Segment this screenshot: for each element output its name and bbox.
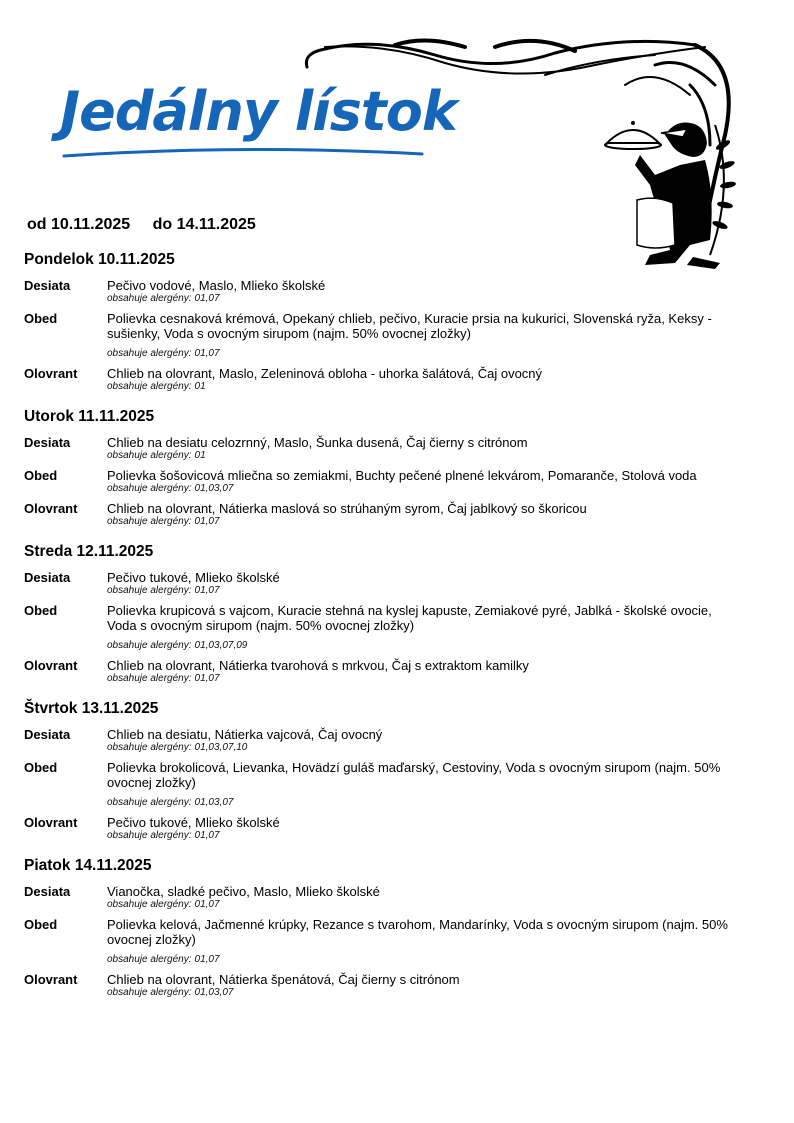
meal-items: Chlieb na olovrant, Nátierka maslová so strúhaným syrom, Čaj jablkový so škoricou [107, 501, 587, 516]
allergen-info [107, 450, 744, 462]
meal-row [24, 435, 744, 468]
meal-row [24, 658, 744, 691]
allergen-label: obsahuje alergény: [107, 516, 192, 527]
meal-label: Olovrant [24, 815, 78, 830]
allergen-label: obsahuje alergény: [107, 899, 192, 910]
allergen-info [107, 954, 744, 966]
meal-row [24, 917, 744, 972]
allergen-label: obsahuje alergény: [107, 483, 192, 494]
page-title: Jedálny lístok [60, 80, 457, 143]
allergen-codes: 01,07 [194, 899, 220, 910]
meal-row [24, 972, 744, 1005]
meal-items: Chlieb na olovrant, Maslo, Zeleninová obloha - uhorka šalátová, Čaj ovocný [107, 366, 543, 381]
meal-items: Pečivo tukové, Mlieko školské [107, 815, 280, 830]
meal-label: Olovrant [24, 972, 78, 987]
allergen-codes: 01,07 [194, 954, 220, 965]
meal-items: Polievka brokolicová, Lievanka, Hovädzí guláš maďarský, Cestoviny, Voda s ovocným sirupom (najm. 50% ovocnej zložky) [107, 760, 721, 790]
meal-row [24, 815, 744, 848]
menu-days [24, 251, 744, 1014]
allergen-label: obsahuje alergény: [107, 830, 192, 841]
meal-label: Desiata [24, 884, 71, 899]
waiter-ornament-illustration [295, 25, 745, 275]
day-section [24, 408, 744, 534]
meal-items: Pečivo vodové, Maslo, Mlieko školské [107, 278, 326, 293]
meal-items: Chlieb na olovrant, Nátierka špenátová, Čaj čierny s citrónom [107, 972, 460, 987]
day-section [24, 857, 744, 1005]
allergen-codes: 01 [194, 450, 206, 461]
allergen-label: obsahuje alergény: [107, 348, 192, 359]
meal-items: Chlieb na olovrant, Nátierka tvarohová s mrkvou, Čaj s extraktom kamilky [107, 658, 529, 673]
meal-label: Obed [24, 468, 58, 483]
allergen-info [107, 742, 744, 754]
day-title: Pondelok 10.11.2025 [24, 251, 175, 268]
meal-items: Polievka krupicová s vajcom, Kuracie stehná na kyslej kapuste, Zemiakové pyré, Jablká - školské ovocie, Voda s ovocným sirupom (najm. 50% ovocnej zložky) [107, 603, 712, 633]
allergen-info [107, 483, 744, 495]
allergen-codes: 01,07 [194, 830, 220, 841]
date-to: do 14.11.2025 [152, 216, 256, 233]
meal-items: Vianočka, sladké pečivo, Maslo, Mlieko školské [107, 884, 380, 899]
allergen-info [107, 348, 744, 360]
allergen-label: obsahuje alergény: [107, 293, 192, 304]
allergen-label: obsahuje alergény: [107, 673, 192, 684]
meal-label: Olovrant [24, 501, 78, 516]
day-section [24, 251, 744, 399]
waiter-icon [605, 121, 720, 269]
allergen-info [107, 640, 744, 652]
allergen-label: obsahuje alergény: [107, 954, 192, 965]
allergen-codes: 01,07 [194, 348, 220, 359]
allergen-codes: 01,03,07 [194, 797, 234, 808]
meal-label: Desiata [24, 570, 71, 585]
allergen-info [107, 673, 744, 685]
allergen-label: obsahuje alergény: [107, 381, 192, 392]
day-title: Streda 12.11.2025 [24, 543, 154, 560]
allergen-label: obsahuje alergény: [107, 450, 192, 461]
allergen-label: obsahuje alergény: [107, 797, 192, 808]
meal-row [24, 603, 744, 658]
meal-label: Desiata [24, 727, 71, 742]
meal-row [24, 760, 744, 815]
day-title: Štvrtok 13.11.2025 [24, 700, 159, 717]
meal-row [24, 501, 744, 534]
allergen-codes: 01,07 [194, 585, 220, 596]
day-title: Utorok 11.11.2025 [24, 408, 155, 425]
meal-label: Desiata [24, 278, 71, 293]
meal-row [24, 570, 744, 603]
date-range [27, 216, 274, 234]
allergen-info [107, 797, 744, 809]
meal-label: Olovrant [24, 366, 78, 381]
date-from: od 10.11.2025 [27, 216, 131, 233]
meal-items: Polievka cesnaková krémová, Opekaný chlieb, pečivo, Kuracie prsia na kukurici, Slovenská ryža, Keksy - sušienky, Voda s ovocným sirupom (najm. 50% ovocnej zložky) [107, 311, 712, 341]
allergen-info [107, 381, 744, 393]
meal-label: Obed [24, 311, 58, 326]
meal-items: Pečivo tukové, Mlieko školské [107, 570, 280, 585]
allergen-codes: 01,03,07,10 [194, 742, 248, 753]
allergen-info [107, 516, 744, 528]
meal-row [24, 311, 744, 366]
allergen-label: obsahuje alergény: [107, 987, 192, 998]
allergen-info [107, 830, 744, 842]
meal-row [24, 727, 744, 760]
meal-row [24, 468, 744, 501]
allergen-codes: 01 [194, 381, 206, 392]
meal-label: Desiata [24, 435, 71, 450]
allergen-info [107, 987, 744, 999]
day-title: Piatok 14.11.2025 [24, 857, 152, 874]
day-section [24, 700, 744, 848]
allergen-label: obsahuje alergény: [107, 585, 192, 596]
day-section [24, 543, 744, 691]
meal-items: Polievka šošovicová mliečna so zemiakmi, Buchty pečené plnené lekvárom, Pomaranče, Stolová voda [107, 468, 697, 483]
meal-label: Obed [24, 603, 58, 618]
allergen-info [107, 585, 744, 597]
meal-items: Chlieb na desiatu celozrnný, Maslo, Šunka dusená, Čaj čierny s citrónom [107, 435, 528, 450]
meal-label: Obed [24, 917, 58, 932]
allergen-codes: 01,07 [194, 516, 220, 527]
allergen-codes: 01,03,07,09 [194, 640, 248, 651]
allergen-info [107, 293, 744, 305]
meal-row [24, 366, 744, 399]
allergen-label: obsahuje alergény: [107, 742, 192, 753]
meal-label: Olovrant [24, 658, 78, 673]
allergen-info [107, 899, 744, 911]
allergen-codes: 01,03,07 [194, 483, 234, 494]
meal-row [24, 884, 744, 917]
meal-items: Polievka kelová, Jačmenné krúpky, Rezance s tvarohom, Mandarínky, Voda s ovocným sirupom (najm. 50% ovocnej zložky) [107, 917, 728, 947]
meal-items: Chlieb na desiatu, Nátierka vajcová, Čaj ovocný [107, 727, 383, 742]
meal-row [24, 278, 744, 311]
allergen-codes: 01,07 [194, 673, 220, 684]
allergen-label: obsahuje alergény: [107, 640, 192, 651]
allergen-codes: 01,03,07 [194, 987, 234, 998]
meal-label: Obed [24, 760, 58, 775]
allergen-codes: 01,07 [194, 293, 220, 304]
